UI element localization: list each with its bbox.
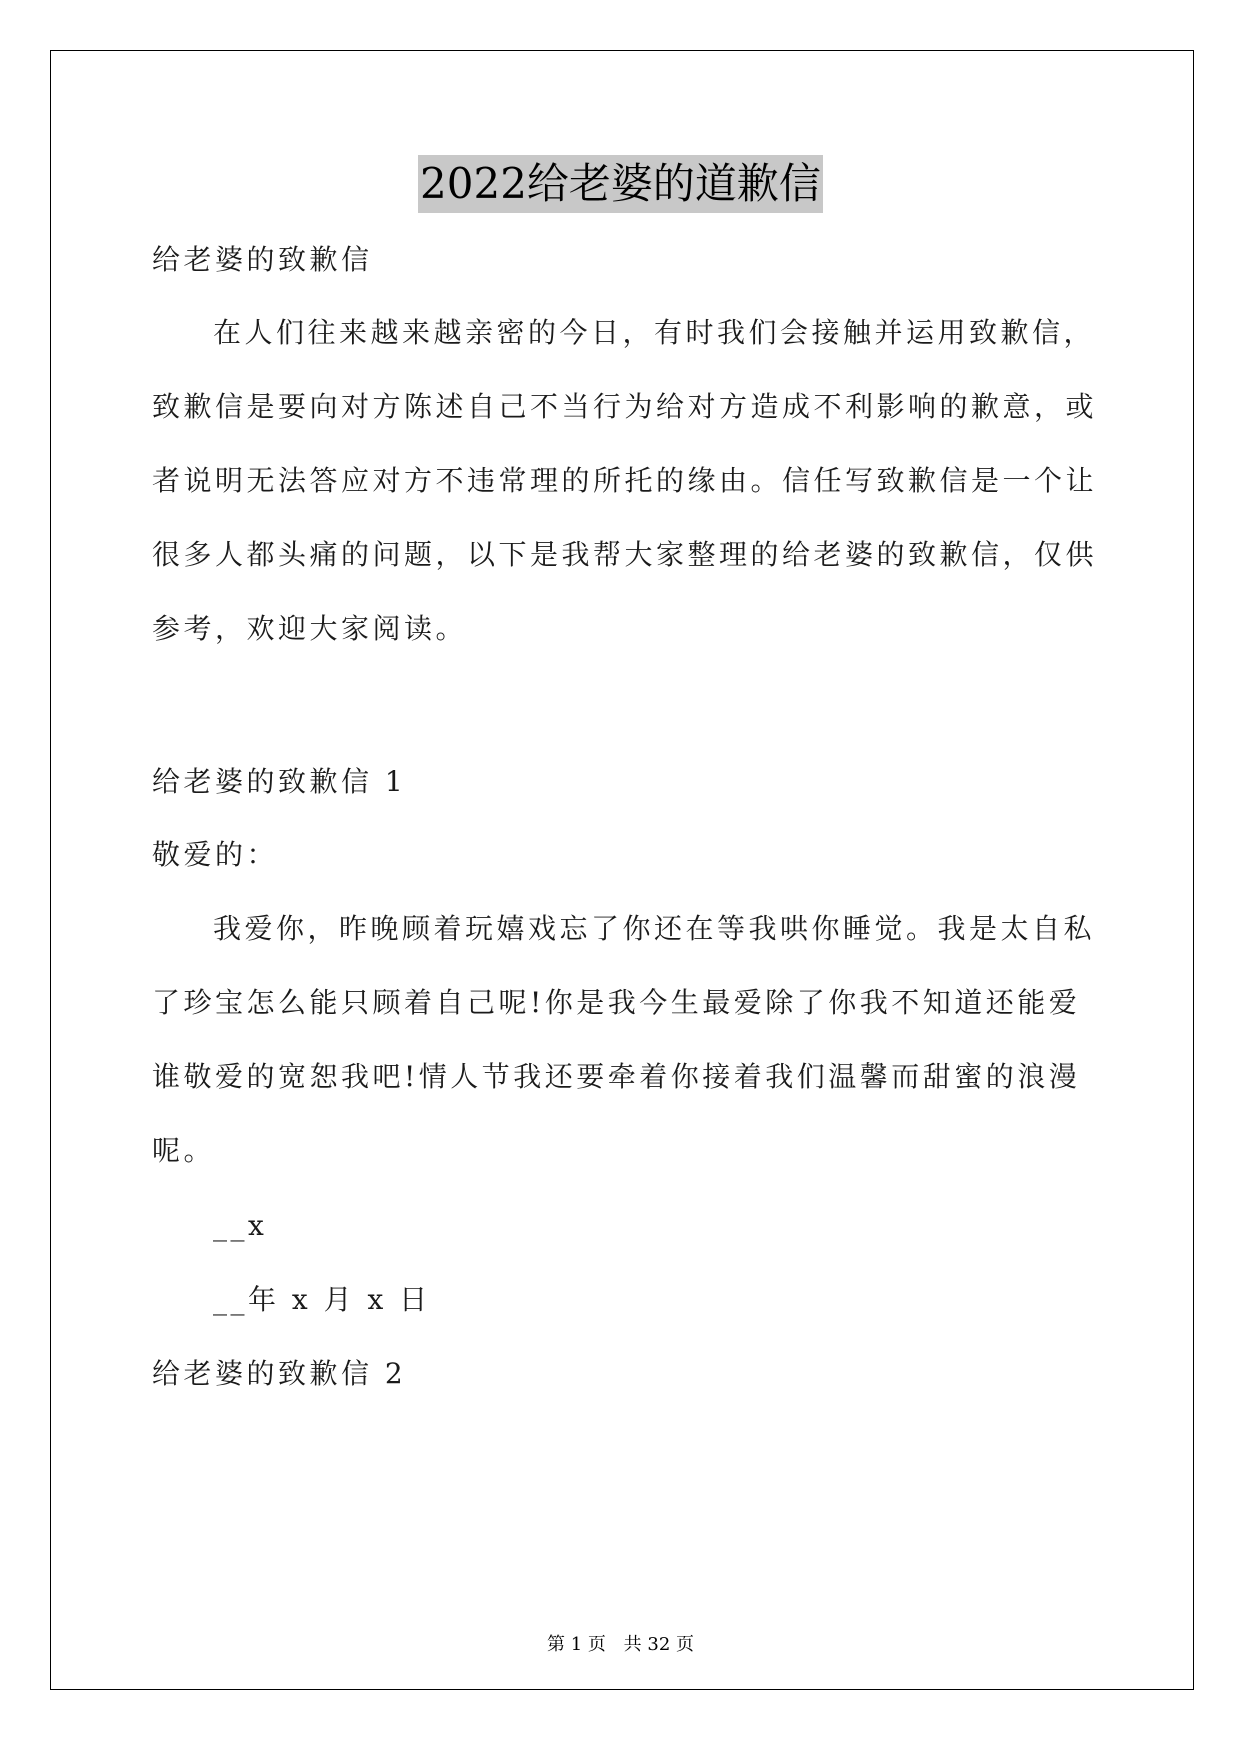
document-title: 2022给老婆的道歉信: [418, 155, 823, 213]
letter1-body-line-3: 谁敬爱的宽恕我吧!情人节我还要牵着你接着我们温馨而甜蜜的浪漫: [152, 1060, 1081, 1093]
page-number: 第 1 页: [547, 1634, 606, 1655]
letter1-date: __年 x 月 x 日: [213, 1283, 431, 1316]
letter1-signature: __x: [213, 1209, 268, 1242]
letter1-salutation: 敬爱的：: [152, 838, 279, 871]
page-total: 共 32 页: [623, 1634, 694, 1655]
page-footer: [0, 1633, 1241, 1657]
letter2-heading: 给老婆的致歉信 2: [152, 1357, 407, 1390]
intro-line-4: 很多人都头痛的问题，以下是我帮大家整理的给老婆的致歉信，仅供: [152, 538, 1098, 571]
subtitle: 给老婆的致歉信: [152, 243, 373, 276]
intro-line-3: 者说明无法答应对方不违常理的所托的缘由。信任写致歉信是一个让: [152, 464, 1098, 497]
letter1-body-line-4: 呢。: [152, 1134, 216, 1167]
letter1-body-line-1: 我爱你，昨晚顾着玩嬉戏忘了你还在等我哄你睡觉。我是太自私: [213, 912, 1096, 945]
intro-line-1: 在人们往来越来越亲密的今日，有时我们会接触并运用致歉信，: [213, 316, 1096, 349]
title-container: [0, 155, 1241, 213]
letter1-heading: 给老婆的致歉信 1: [152, 765, 407, 798]
intro-line-5: 参考，欢迎大家阅读。: [152, 612, 468, 645]
letter1-body-line-2: 了珍宝怎么能只顾着自己呢!你是我今生最爱除了你我不知道还能爱: [152, 986, 1081, 1019]
intro-line-2: 致歉信是要向对方陈述自己不当行为给对方造成不利影响的歉意，或: [152, 390, 1098, 423]
